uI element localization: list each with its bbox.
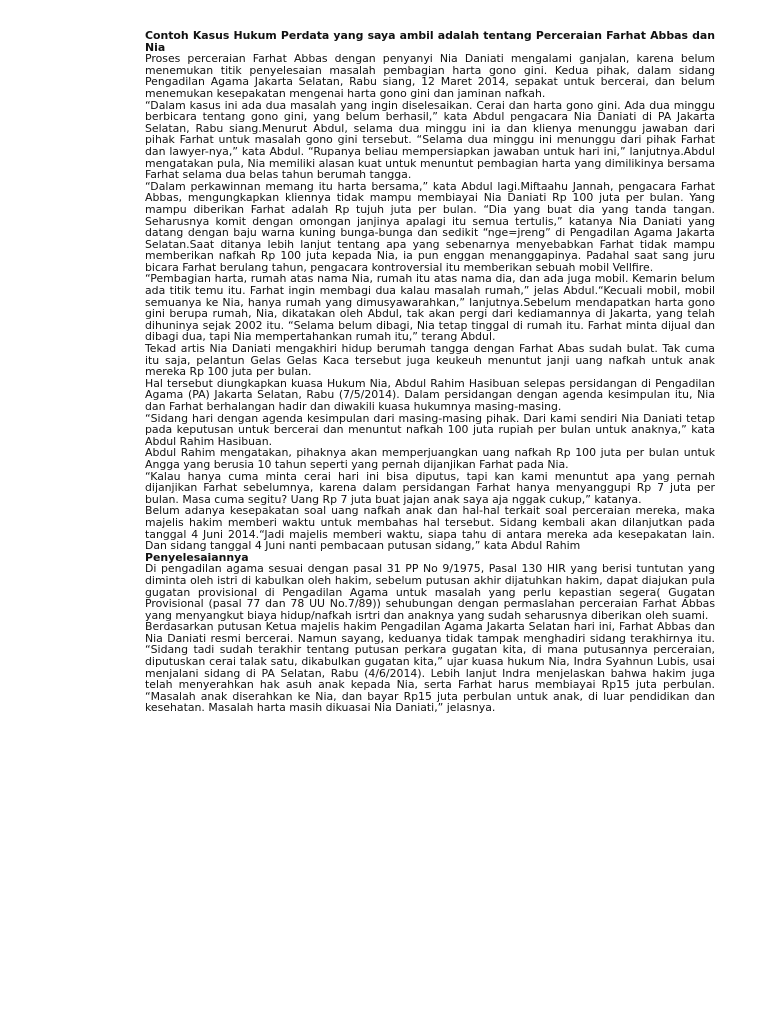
paragraph: “Pembagian harta, rumah atas nama Nia, rumah itu atas nama dia, dan ada juga mobil. Kemarin belum ada titik temu itu. Farhat ingin membagi dua kalau masalah rumah,” jelas Abdul.“Kecuali mobil, mobil semuanya ke Nia, hanya rumah yang dimusyawarahkan,” lanjutnya.Sebelum mendapatkan harta gono gini berupa rumah, Nia, dikatakan oleh Abdul, tak akan pergi dari kediamannya di Jakarta, yang telah dihuninya sejak 2002 itu. “Selama belum dibagi, Nia tetap tinggal di rumah itu. Farhat minta dijual dan dibagi dua, tapi Nia mempertahankan rumah itu,” terang Abdul. <box>145 272 715 344</box>
paragraph: Abdul Rahim mengatakan, pihaknya akan memperjuangkan uang nafkah Rp 100 juta per bulan untuk Angga yang berusia 10 tahun seperti yang pernah dijanjikan Farhat pada Nia. <box>145 446 715 471</box>
document-page <box>145 30 715 714</box>
paragraph: Proses perceraian Farhat Abbas dengan penyanyi Nia Daniati mengalami ganjalan, karena belum menemukan titik penyelesaian masalah pembagian harta gono gini. Kedua pihak, dalam sidang Pengadilan Agama Jakarta Selatan, Rabu siang, 12 Maret 2014, sepakat untuk bercerai, dan belum menemukan kesepakatan mengenai harta gono gini dan jaminan nafkah. <box>145 52 715 100</box>
paragraph: Di pengadilan agama sesuai dengan pasal 31 PP No 9/1975, Pasal 130 HIR yang berisi tuntutan yang diminta oleh istri di kabulkan oleh hakim, sebelum putusan akhir dijatuhkan hakim, dapat diajukan pula gugatan provisional di Pengadilan Agama untuk masalah yang perlu kepastian segera( Gugatan Provisional (pasal 77 dan 78 UU No.7/89)) sehubungan dengan permaslahan perceraian Farhat Abbas yang menyangkut biaya hidup/nafkah isrtri dan anaknya yang sudah seharusnya diberikan oleh suami. <box>145 562 715 622</box>
paragraph: Belum adanya kesepakatan soal uang nafkah anak dan hal-hal terkait soal perceraian mereka, maka majelis hakim memberi waktu untuk membahas hal tersebut. Sidang kembali akan dilanjutkan pada tanggal 4 Juni 2014.“Jadi majelis memberi waktu, siapa tahu di antara mereka ada kesepakatan lain. Dan sidang tanggal 4 Juni nanti pembacaan putusan sidang,” kata Abdul Rahim <box>145 504 715 553</box>
paragraph: “Sidang hari dengan agenda kesimpulan dari masing-masing pihak. Dari kami sendiri Nia Daniati tetap pada keputusan untuk bercerai dan menuntut nafkah 100 juta rupiah per bulan untuk anaknya,” kata Abdul Rahim Hasibuan. <box>145 411 715 448</box>
section-heading: Penyelesaiannya <box>145 550 249 564</box>
paragraph: “Kalau hanya cuma minta cerai hari ini bisa diputus, tapi kan kami menuntut apa yang pernah dijanjikan Farhat sebelumnya, karena dalam persidangan Farhat hanya menyanggupi Rp 7 juta per bulan. Masa cuma segitu? Uang Rp 7 juta buat jajan anak saya aja nggak cukup,” katanya. <box>145 469 715 506</box>
paragraph: “Dalam perkawinnan memang itu harta bersama,” kata Abdul lagi.Miftaahu Jannah, pengacara Farhat Abbas, mengungkapkan kliennya tidak mampu membiayai Nia Daniati Rp 100 juta per bulan. Yang mampu diberikan Farhat adalah Rp tujuh juta per bulan. “Dia yang buat dia yang tanda tangan. Seharusnya komit dengan omongan janjinya apalagi itu semua tertulis,” katanya Nia Daniati yang datang dengan baju warna kuning bunga-bunga dan sedikit “nge=jreng” di Pengadilan Agama Jakarta Selatan.Saat ditanya lebih lanjut tentang apa yang sebenarnya menyebabkan Farhat tidak mampu memberikan nafkah Rp 100 juta kepada Nia, ia pun enggan menanggapinya. Padahal saat sang juru bicara Farhat berulang tahun, pengacara kontroversial itu memberikan sebuah mobil Vellfire. <box>145 179 715 274</box>
paragraph: Berdasarkan putusan Ketua majelis hakim Pengadilan Agama Jakarta Selatan hari ini, Farhat Abbas dan Nia Daniati resmi bercerai. Namun sayang, keduanya tidak tampak menghadiri sidang terakhirnya itu. “Sidang tadi sudah terakhir tentang putusan perkara gugatan kita, di mana putusannya perceraian, diputuskan cerai talak satu, dikabulkan gugatan kita,” ujar kuasa hukum Nia, Indra Syahnun Lubis, usai menjalani sidang di PA Selatan, Rabu (4/6/2014). Lebih lanjut Indra menjelaskan bahwa hakim juga telah menyerahkan hak asuh anak kepada Nia, serta Farhat harus membiayai Rp15 juta perbulan. “Masalah anak diserahkan ke Nia, dan bayar Rp15 juta perbulan untuk anak, di luar pendidikan dan kesehatan. Masalah harta masih dikuasai Nia Daniati,” jelasnya. <box>145 620 715 715</box>
paragraph: Hal tersebut diungkapkan kuasa Hukum Nia, Abdul Rahim Hasibuan selepas persidangan di Pengadilan Agama (PA) Jakarta Selatan, Rabu (7/5/2014). Dalam persidangan dengan agenda kesimpulan itu, Nia dan Farhat berhalangan hadir dan diwakili kuasa hukumnya masing-masing. <box>145 376 715 413</box>
paragraph: Tekad artis Nia Daniati mengakhiri hidup berumah tangga dengan Farhat Abas sudah bulat. Tak cuma itu saja, pelantun Gelas Gelas Kaca tersebut juga keukeuh menuntut janji uang nafkah untuk anak mereka Rp 100 juta per bulan. <box>145 342 715 379</box>
document-title: Contoh Kasus Hukum Perdata yang saya ambil adalah tentang Perceraian Farhat Abbas dan Nia <box>145 29 715 54</box>
paragraph: “Dalam kasus ini ada dua masalah yang ingin diselesaikan. Cerai dan harta gono gini. Ada dua minggu berbicara tentang gono gini, yang belum berhasil,” kata Abdul pengacara Nia Daniati di PA Jakarta Selatan, Rabu siang.Menurut Abdul, selama dua minggu ini ia dan klienya menunggu jawaban dari pihak Farhat untuk masalah gono gini tersebut. “Selama dua minggu ini menunggu dari pihak Farhat dan lawyer-nya,” kata Abdul. “Rupanya beliau mempersiapkan jawaban untuk hari ini,” lanjutnya.Abdul mengatakan pula, Nia memiliki alasan kuat untuk menuntut pembagian harta yang dimilikinya bersama Farhat selama dua belas tahun berumah tangga. <box>145 98 715 182</box>
